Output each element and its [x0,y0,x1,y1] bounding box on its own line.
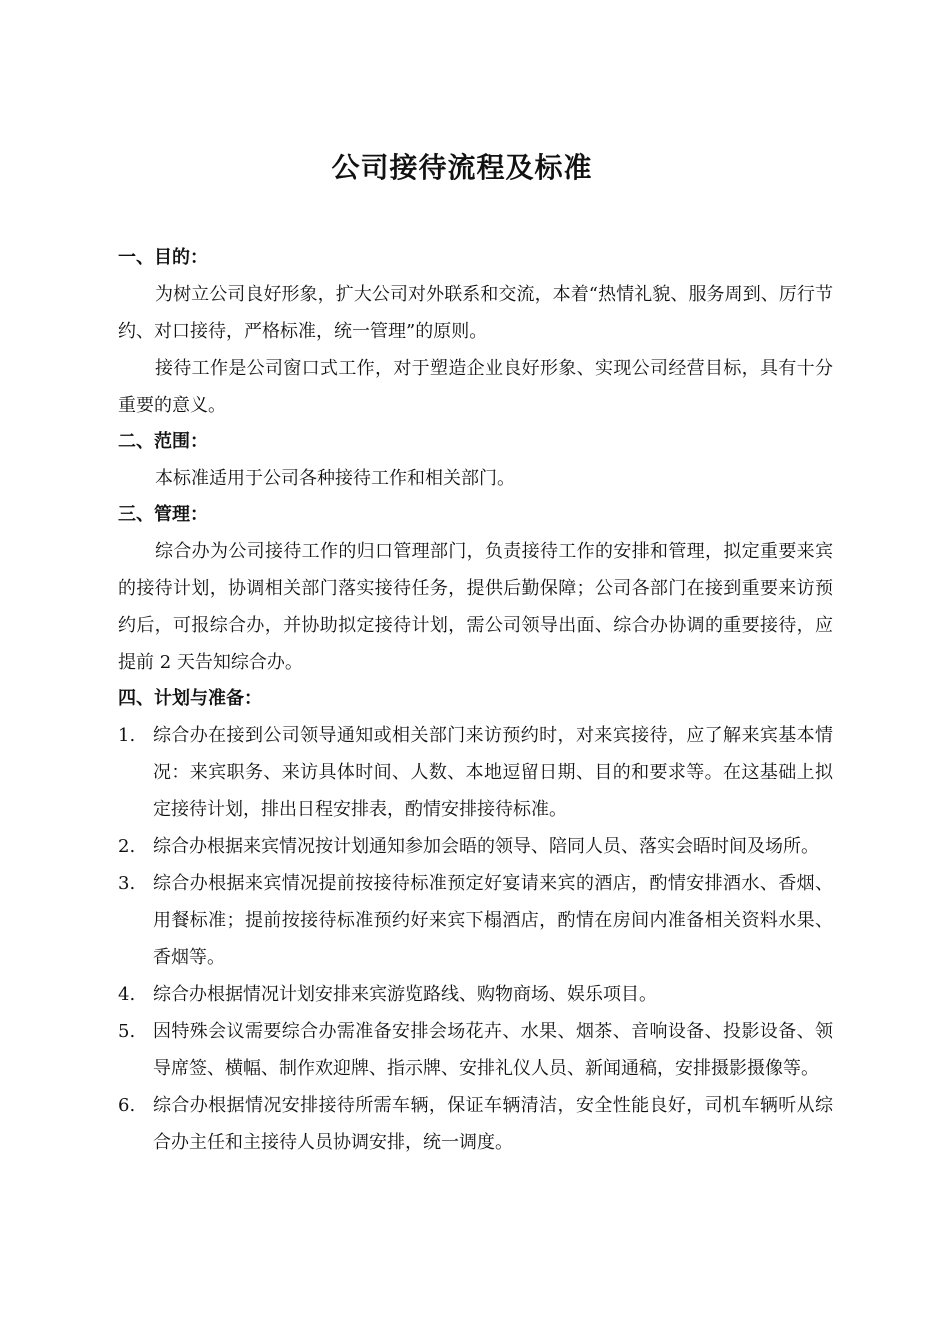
list-number: 6. [118,1095,136,1116]
list-number: 4. [118,984,136,1005]
list-text: 因特殊会议需要综合办需准备安排会场花卉、水果、烟茶、音响设备、投影设备、领导席签、横幅、制作欢迎牌、指示牌、安排礼仪人员、新闻通稿，安排摄影摄像等。 [153,1021,833,1079]
list-number: 2. [118,836,136,857]
paragraph: 接待工作是公司窗口式工作，对于塑造企业良好形象、实现公司经营目标，具有十分重要的意义。 [118,358,833,416]
section-scope [118,424,833,497]
section-planning [118,681,833,1161]
list-item [118,865,833,976]
paragraph: 综合办为公司接待工作的归口管理部门，负责接待工作的安排和管理，拟定重要来宾的接待计划，协调相关部门落实接待任务，提供后勤保障；公司各部门在接到重要来访预约后，可报综合办，并协助拟定接待计划，需公司领导出面、综合办协调的重要接待，应提前 2 天告知综合办。 [118,541,833,673]
list-item [118,1013,833,1087]
list-number: 5. [118,1021,136,1042]
list-text: 综合办根据情况安排接待所需车辆，保证车辆清洁，安全性能良好，司机车辆听从综合办主任和主接待人员协调安排，统一调度。 [153,1095,833,1153]
list-item [118,1087,833,1161]
section-management [118,497,833,681]
list-item [118,717,833,828]
list-text: 综合办根据来宾情况按计划通知参加会晤的领导、陪同人员、落实会晤时间及场所。 [153,836,819,857]
paragraph: 本标准适用于公司各种接待工作和相关部门。 [155,468,515,489]
list-number: 3. [118,873,136,894]
list-item [118,828,833,865]
paragraph: 为树立公司良好形象，扩大公司对外联系和交流，本着“热情礼貌、服务周到、厉行节约、对口接待，严格标准，统一管理”的原则。 [118,284,833,342]
list-text: 综合办在接到公司领导通知或相关部门来访预约时，对来宾接待，应了解来宾基本情况：来宾职务、来访具体时间、人数、本地逗留日期、目的和要求等。在这基础上拟定接待计划，排出日程安排表，酌情安排接待标准。 [153,725,833,820]
list-item [118,976,833,1013]
list-text: 综合办根据来宾情况提前按接待标准预定好宴请来宾的酒店，酌情安排酒水、香烟、用餐标准；提前按接待标准预约好来宾下榻酒店，酌情在房间内准备相关资料水果、香烟等。 [153,873,833,968]
section-heading: 二、范围： [118,431,208,452]
list-text: 综合办根据情况计划安排来宾游览路线、购物商场、娱乐项目。 [153,984,657,1005]
section-purpose [118,240,833,424]
document-body [118,240,833,1161]
section-heading: 四、计划与准备： [118,688,262,709]
section-heading: 三、管理： [118,504,208,525]
section-heading: 一、目的： [118,247,208,268]
document-title: 公司接待流程及标准 [331,151,593,184]
list-number: 1. [118,725,136,746]
